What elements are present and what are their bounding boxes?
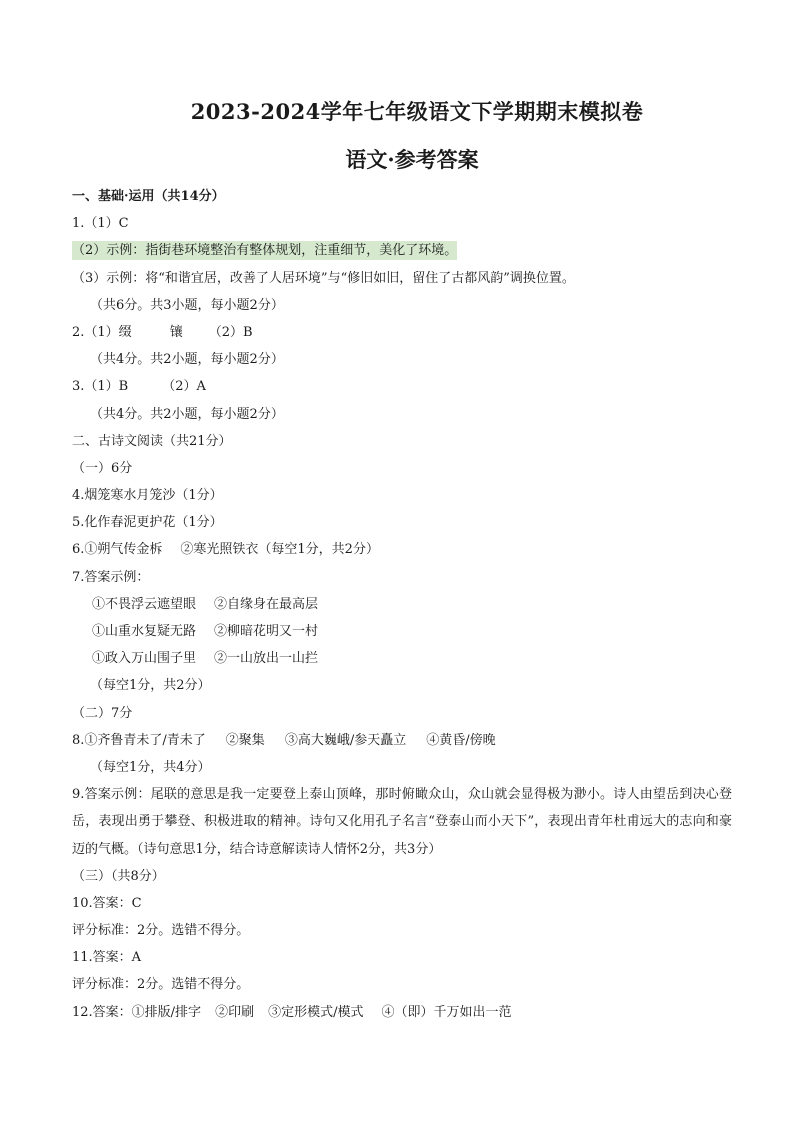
answer-line-q6	[72, 536, 732, 563]
answer-line-q12	[72, 999, 732, 1026]
score-note-q3: （共4分。共2小题，每小题2分）	[90, 406, 284, 422]
answer-q12-part2: ②印刷	[215, 1004, 255, 1020]
answer-q12-part1: 12.答案：①排版/排字	[72, 1004, 202, 1020]
answer-q2-part2: （2）B	[208, 324, 253, 340]
answer-q8-part2: ②聚集	[225, 732, 265, 748]
answer-line-q1-2	[72, 237, 732, 264]
section-heading-2: 二、古诗文阅读（共21分）	[72, 433, 232, 449]
answer-q2-part1b: 镶	[169, 324, 183, 340]
answer-q6-part2: ②寒光照铁衣（每空1分，共2分）	[180, 542, 379, 558]
answer-content	[72, 183, 732, 1026]
answer-q3-part2: （2）A	[162, 379, 206, 395]
answer-paragraph-q9: 9.答案示例：尾联的意思是我一定要登上泰山顶峰，那时俯瞰众山，众山就会显得极为渺小。诗人由望岳到决心登岳，表现出勇于攀登、积极进取的精神。诗句又化用孔子名言“登泰山而小天下”，表现出青年杜甫远大的志向和豪迈的气概。（诗句意思1分，结合诗意解读诗人情怀2分，共3分）	[72, 787, 732, 857]
answer-q12-part4: ④（即）千万如出一范	[381, 1004, 512, 1020]
part-heading-3: （三）（共8分）	[72, 868, 165, 884]
answer-line-q1-1: 1.（1）C	[72, 216, 129, 232]
highlighted-answer: （2）示例：指街巷环境整治有整体规划，注重细节，美化了环境。	[72, 243, 458, 259]
answer-line-q7: 7.答案示例：	[72, 569, 150, 585]
answer-line-q11: 11.答案：A	[72, 950, 142, 966]
answer-q12-part3: ③定形模式/模式	[268, 1004, 364, 1020]
answer-line-q1-3: （3）示例：将“和谐宜居，改善了人居环境”与“修旧如旧，留住了古都风韵”调换位置。	[72, 270, 575, 286]
answer-line-q3	[72, 373, 732, 400]
answer-line-q5: 5.化作春泥更护花（1分）	[72, 515, 223, 531]
answer-q2-part1a: 2.（1）缀	[72, 324, 132, 340]
answer-line-q2	[72, 319, 732, 346]
part-heading-1: （一）6分	[72, 460, 133, 476]
answer-q7-row-2	[72, 618, 732, 645]
answer-q7-row-1	[72, 591, 732, 618]
answer-line-q10: 10.答案：C	[72, 895, 142, 911]
answer-line-q8	[72, 727, 732, 754]
score-note-q8: （每空1分，共4分）	[90, 759, 211, 775]
answer-q7-row-3	[72, 645, 732, 672]
answer-q7-row2-a: ①山重水复疑无路	[92, 624, 197, 639]
answer-q8-part3: ③高大巍峨/参天矗立	[284, 732, 407, 748]
score-note-q10: 评分标准：2分。选错不得分。	[72, 923, 250, 939]
answer-q3-part1: 3.（1）B	[72, 379, 129, 395]
answer-q7-row2-b: ②柳暗花明又一村	[214, 624, 319, 639]
answer-q7-row1-a: ①不畏浮云遮望眼	[92, 596, 197, 612]
answer-q7-row3-b: ②一山放出一山拦	[214, 651, 319, 667]
answer-line-q4: 4.烟笼寒水月笼沙（1分）	[72, 488, 223, 504]
score-note-q1: （共6分。共3小题，每小题2分）	[90, 297, 284, 313]
part-heading-2: （二）7分	[72, 705, 133, 721]
document-title: 2023-2024学年七年级语文下学期期末模拟卷	[190, 99, 644, 124]
answer-q8-part4: ④黄昏/傍晚	[426, 732, 496, 748]
answer-q6-part1: 6.①朔气传金柝	[72, 542, 163, 558]
score-note-q7: （每空1分，共2分）	[90, 678, 211, 694]
score-note-q11: 评分标准：2分。选错不得分。	[72, 977, 250, 993]
section-heading-1: 一、基础·运用（共14分）	[72, 189, 225, 204]
answer-q7-row1-b: ②自缘身在最高层	[214, 596, 319, 612]
answer-q7-row3-a: ①政入万山围子里	[92, 651, 197, 667]
score-note-q2: （共4分。共2小题，每小题2分）	[90, 352, 284, 368]
answer-q8-part1: 8.①齐鲁青未了/青未了	[72, 732, 206, 748]
document-subtitle: 语文·参考答案	[345, 147, 479, 172]
